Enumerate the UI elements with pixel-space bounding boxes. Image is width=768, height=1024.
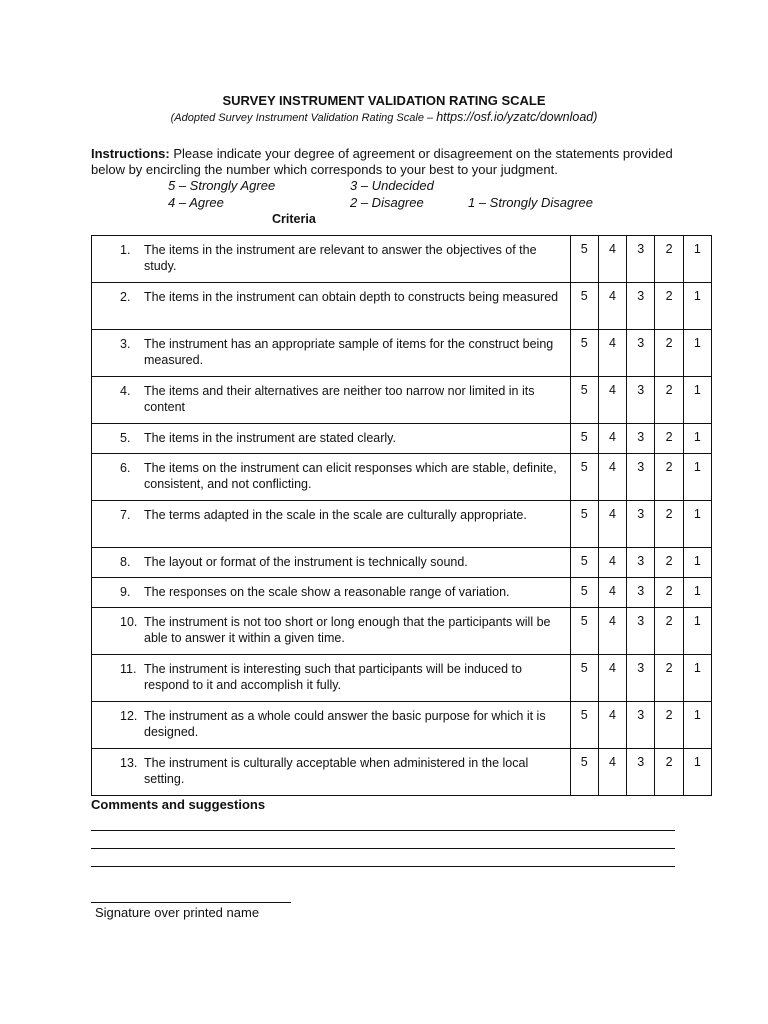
item-number: 4. [120, 384, 131, 398]
item-text: The instrument as a whole could answer the basic purpose for which it is designed. [144, 709, 546, 739]
rating-option-5[interactable]: 5 [570, 424, 598, 454]
criteria-row [92, 608, 712, 655]
rating-option-2[interactable]: 2 [655, 749, 683, 796]
item-number: 10. [120, 615, 138, 629]
rating-option-1[interactable]: 1 [683, 578, 711, 608]
criteria-statement [92, 702, 571, 749]
instructions-text: Please indicate your degree of agreement or disagreement on the statements provided below by encircling the number which corresponds to your best to your judgment. [91, 146, 673, 177]
rating-option-5[interactable]: 5 [570, 655, 598, 702]
rating-option-2[interactable]: 2 [655, 236, 683, 283]
rating-option-1[interactable]: 1 [683, 424, 711, 454]
item-text: The items on the instrument can elicit responses which are stable, definite, consistent, and not conflicting. [144, 461, 557, 491]
rating-option-1[interactable]: 1 [683, 501, 711, 548]
comment-line[interactable] [91, 830, 675, 831]
item-text: The layout or format of the instrument is technically sound. [144, 555, 468, 569]
rating-option-1[interactable]: 1 [683, 608, 711, 655]
subtitle-prefix: (Adopted Survey Instrument Validation Rating Scale – [170, 112, 437, 124]
rating-option-4[interactable]: 4 [598, 655, 626, 702]
item-text: The instrument is culturally acceptable when administered in the local setting. [144, 756, 529, 786]
rating-option-2[interactable]: 2 [655, 330, 683, 377]
rating-option-4[interactable]: 4 [598, 424, 626, 454]
rating-option-3[interactable]: 3 [627, 655, 655, 702]
scale-strongly-disagree: 1 – Strongly Disagree [468, 195, 594, 210]
rating-option-2[interactable]: 2 [655, 454, 683, 501]
rating-option-5[interactable]: 5 [570, 330, 598, 377]
rating-option-5[interactable]: 5 [570, 608, 598, 655]
comment-line[interactable] [91, 866, 675, 867]
rating-option-3[interactable]: 3 [627, 424, 655, 454]
rating-option-5[interactable]: 5 [570, 548, 598, 578]
rating-option-3[interactable]: 3 [627, 702, 655, 749]
item-number: 5. [120, 431, 131, 445]
rating-option-4[interactable]: 4 [598, 330, 626, 377]
criteria-row [92, 578, 712, 608]
item-text: The items and their alternatives are neither too narrow nor limited in its content [144, 384, 535, 414]
criteria-row [92, 501, 712, 548]
item-number: 8. [120, 555, 131, 569]
rating-option-2[interactable]: 2 [655, 501, 683, 548]
rating-option-5[interactable]: 5 [570, 749, 598, 796]
item-text: The instrument is not too short or long enough that the participants will be able to answer it within a given time. [144, 615, 551, 645]
comments-heading: Comments and suggestions [91, 797, 266, 812]
rating-option-5[interactable]: 5 [570, 454, 598, 501]
item-text: The items in the instrument are stated clearly. [144, 431, 396, 445]
item-text: The instrument has an appropriate sample of items for the construct being measured. [144, 337, 554, 367]
item-text: The responses on the scale show a reasonable range of variation. [144, 585, 510, 599]
rating-option-3[interactable]: 3 [627, 608, 655, 655]
rating-option-4[interactable]: 4 [598, 236, 626, 283]
rating-option-1[interactable]: 1 [683, 283, 711, 330]
rating-option-2[interactable]: 2 [655, 702, 683, 749]
rating-option-1[interactable]: 1 [683, 655, 711, 702]
rating-option-3[interactable]: 3 [627, 548, 655, 578]
rating-option-3[interactable]: 3 [627, 236, 655, 283]
rating-option-1[interactable]: 1 [683, 548, 711, 578]
scale-undecided: 3 – Undecided [350, 178, 434, 193]
document-subtitle [0, 110, 768, 124]
criteria-statement [92, 330, 571, 377]
rating-option-2[interactable]: 2 [655, 283, 683, 330]
criteria-statement [92, 501, 571, 548]
rating-option-1[interactable]: 1 [683, 454, 711, 501]
item-number: 2. [120, 290, 131, 304]
item-text: The terms adapted in the scale in the scale are culturally appropriate. [144, 508, 527, 522]
criteria-statement [92, 283, 571, 330]
rating-option-1[interactable]: 1 [683, 236, 711, 283]
criteria-row [92, 548, 712, 578]
criteria-row [92, 377, 712, 424]
rating-option-2[interactable]: 2 [655, 424, 683, 454]
criteria-statement [92, 548, 571, 578]
source-url: https://osf.io/yzatc/download) [436, 110, 598, 124]
criteria-row [92, 236, 712, 283]
rating-option-5[interactable]: 5 [570, 283, 598, 330]
rating-option-4[interactable]: 4 [598, 501, 626, 548]
criteria-statement [92, 655, 571, 702]
scale-agree: 4 – Agree [168, 195, 224, 210]
item-number: 6. [120, 461, 131, 475]
rating-option-2[interactable]: 2 [655, 608, 683, 655]
rating-option-3[interactable]: 3 [627, 330, 655, 377]
item-number: 13. [120, 756, 138, 770]
item-number: 11. [120, 662, 137, 676]
criteria-row [92, 283, 712, 330]
rating-option-4[interactable]: 4 [598, 749, 626, 796]
criteria-statement [92, 236, 571, 283]
rating-option-1[interactable]: 1 [683, 377, 711, 424]
item-text: The instrument is interesting such that participants will be induced to respond to it and accomplish it fully. [144, 662, 522, 692]
rating-option-5[interactable]: 5 [570, 702, 598, 749]
rating-option-4[interactable]: 4 [598, 454, 626, 501]
rating-option-4[interactable]: 4 [598, 578, 626, 608]
criteria-statement [92, 749, 571, 796]
scale-disagree: 2 – Disagree [350, 195, 424, 210]
instructions [91, 146, 691, 178]
rating-option-2[interactable]: 2 [655, 377, 683, 424]
rating-option-1[interactable]: 1 [683, 330, 711, 377]
rating-option-1[interactable]: 1 [683, 702, 711, 749]
scale-strongly-agree: 5 – Strongly Agree [168, 178, 276, 193]
rating-option-3[interactable]: 3 [627, 283, 655, 330]
rating-option-2[interactable]: 2 [655, 548, 683, 578]
criteria-row [92, 702, 712, 749]
criteria-statement [92, 608, 571, 655]
rating-option-2[interactable]: 2 [655, 578, 683, 608]
rating-option-4[interactable]: 4 [598, 283, 626, 330]
criteria-statement [92, 377, 571, 424]
rating-option-3[interactable]: 3 [627, 454, 655, 501]
rating-option-4[interactable]: 4 [598, 377, 626, 424]
item-number: 3. [120, 337, 131, 351]
item-number: 12. [120, 709, 138, 723]
criteria-row [92, 749, 712, 796]
criteria-statement [92, 454, 571, 501]
rating-option-4[interactable]: 4 [598, 548, 626, 578]
criteria-statement [92, 424, 571, 454]
rating-option-5[interactable]: 5 [570, 501, 598, 548]
rating-option-3[interactable]: 3 [627, 501, 655, 548]
rating-option-5[interactable]: 5 [570, 236, 598, 283]
item-number: 1. [120, 243, 131, 257]
criteria-row [92, 424, 712, 454]
item-number: 9. [120, 585, 131, 599]
criteria-heading: Criteria [272, 212, 316, 226]
criteria-row [92, 655, 712, 702]
item-text: The items in the instrument can obtain depth to constructs being measured [144, 290, 559, 304]
item-text: The items in the instrument are relevant to answer the objectives of the study. [144, 243, 537, 273]
instructions-label: Instructions: [91, 146, 170, 161]
criteria-table [91, 235, 712, 796]
criteria-row [92, 330, 712, 377]
comment-line[interactable] [91, 848, 675, 849]
rating-option-3[interactable]: 3 [627, 578, 655, 608]
document-title: SURVEY INSTRUMENT VALIDATION RATING SCALE [222, 93, 546, 108]
criteria-row [92, 454, 712, 501]
rating-option-1[interactable]: 1 [683, 749, 711, 796]
rating-option-5[interactable]: 5 [570, 377, 598, 424]
rating-option-4[interactable]: 4 [598, 608, 626, 655]
item-number: 7. [120, 508, 131, 522]
rating-option-5[interactable]: 5 [570, 578, 598, 608]
rating-option-3[interactable]: 3 [627, 749, 655, 796]
rating-option-3[interactable]: 3 [627, 377, 655, 424]
signature-label: Signature over printed name [95, 905, 260, 920]
signature-line[interactable] [91, 902, 291, 903]
rating-option-4[interactable]: 4 [598, 702, 626, 749]
criteria-statement [92, 578, 571, 608]
rating-option-2[interactable]: 2 [655, 655, 683, 702]
